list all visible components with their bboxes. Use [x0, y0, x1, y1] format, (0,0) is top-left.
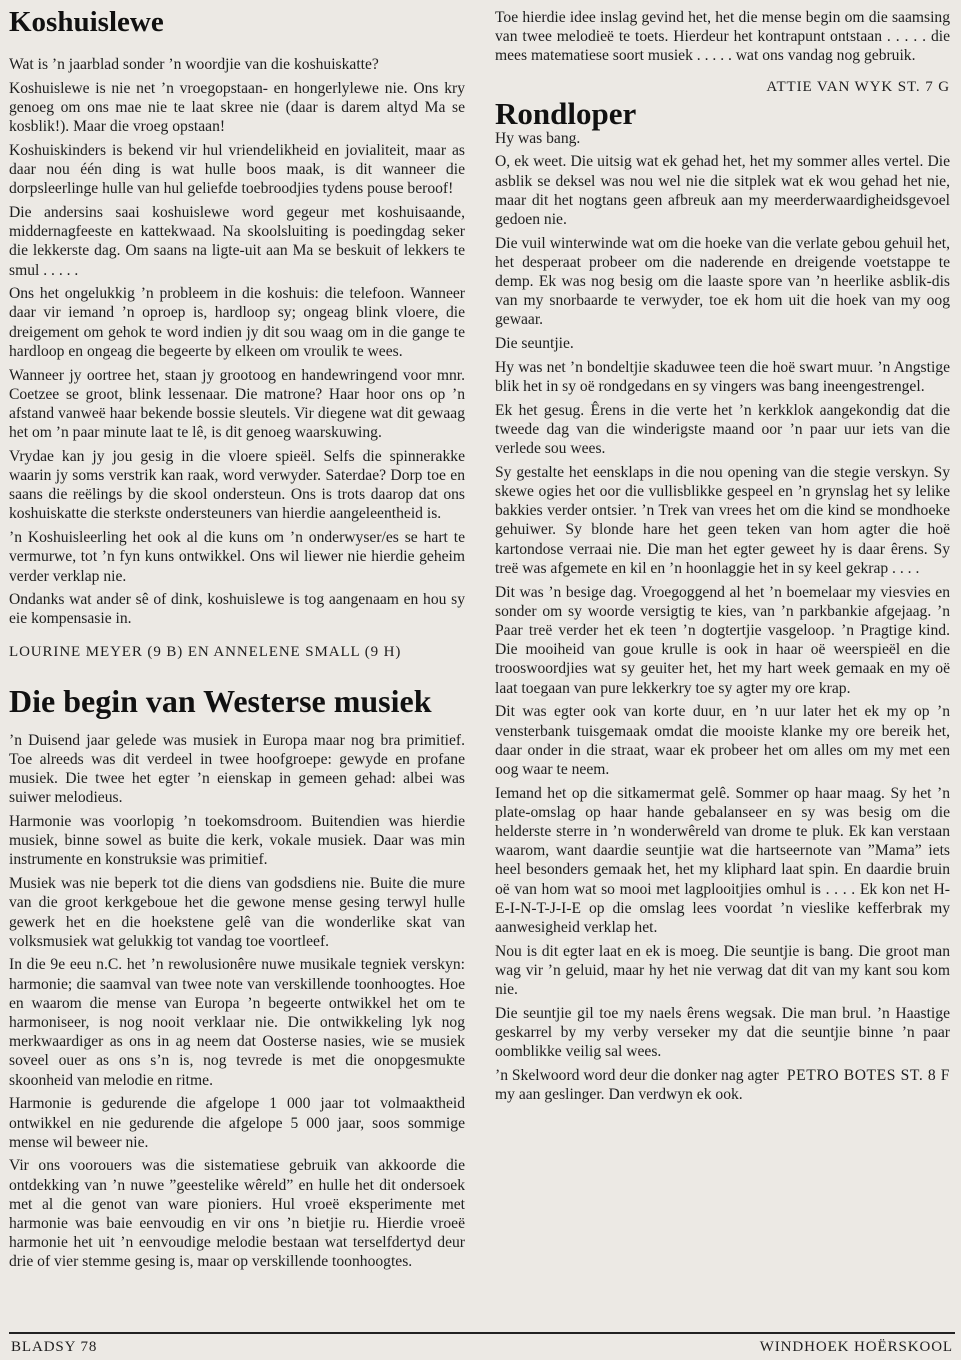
paragraph: Ondanks wat ander sê of dink, koshuislewe is tog aangenaam en hou sy eie kompensasie in.: [9, 591, 465, 628]
paragraph: Iemand het op die sitkamermat gelê. Sommer op haar maag. Sy het ’n plate-omslag op haar hande gebalanseer en sy was besig om die helderste sterre in ’n wonderwêreld van drome te pluk. Ek kan verstaan waarom, want daardie seuntjie wat die hartseernote van ”Mama” iets heel besonders gemaak het, het my kliphard laat spin. En daardie bruin oë van hom wat so mooi met lagplooitjies omhul is . . . . Ek kon net H-E-I-N-T-J-I-E op die omslag lees voordat ’n vieslike kefferbrak my aanwesigheid verklap het.: [495, 784, 950, 937]
article-koshuislewe: [9, 8, 465, 661]
paragraph-continued: Vir ons voorouers was die sistematiese gebruik van akkoorde die ontdekking van ’n nuwe ”geestelike wêreld” en hulle het dit ondersoek met al die genot van ware pioniers. Hul vroeë eksperimente met harmonie was baie eenvoudig en vir ons ’n bietjie ru. Hierdie vroeë harmonie het uit ’n eenvoudige melodie bestaan wat terselfdertyd deur drie of vier stemme gesing is, maar op verskillende toonhoogtes.: [9, 1157, 465, 1271]
footer-divider: [9, 1332, 955, 1334]
article-westerse-musiek-continued: [495, 8, 950, 96]
paragraph: Harmonie is gedurende die afgelope 1 000 jaar tot volmaaktheid ontwikkel en nie gedurende die afgelope 5 000 jaar, soos sommige mense wil beweer nie.: [9, 1095, 465, 1151]
paragraph: In die 9e eeu n.C. het ’n rewolusionêre nuwe musikale tegniek verskyn: harmonie; die saamval van twee note van verskillende toonhoogtes. Hoe en waarom die mense van Europa ’n begeerte ontwikkel het om te harmoniseer, is nog nooit verklaar nie. Die ontwikkeling lyk nog merkwaardiger as ons in ag neem dat Oosterse nasies, wie se musiek soveel ouer as ons s’n is, nog tevrede is met die onopgesmukte skoonheid van melodie en ritme.: [9, 956, 465, 1089]
paragraph: O, ek weet. Die uitsig wat ek gehad het, het my sommer alles vertel. Die asblik se deksel was nou wel nie die sitplek wat ek wou gehad het nie, maar dit het nogtans geen afbreuk aan my meerderwaardigheidsgevoel gedoen nie.: [495, 153, 950, 228]
paragraph: ’n Koshuisleerling het ook al die kuns om ’n onderwyser/es se hart te vermurwe, tot ’n fyn kuns ontwikkel. Ons wil liewer nie hierdie geheim verder verklap nie.: [9, 529, 465, 585]
paragraph: Die andersins saai koshuislewe word gegeur met koshuisaande, middernagfeeste en kattekwaad. Na skoolsluiting is poedingdag seker die lekkerste dag. Om saans na ligte-uit aan Ma se beskuit of lekkers te smul . . . . .: [9, 203, 465, 279]
article-title: Koshuislewe: [9, 6, 164, 38]
paragraph: Hy was net ’n bondeltjie skaduwee teen die hoë swart muur. ’n Angstige blik het in sy oë rondgedans en sy vingers was bang ineengestrengel.: [495, 358, 950, 396]
paragraph: Die seuntjie.: [495, 335, 574, 353]
paragraph: Musiek was nie beperk tot die diens van godsdiens nie. Buite die mure van die groot kerkgeboue het die gewone mense gesing terwyl hulle gewerk het en die hoekstene gelê van die wonderlike skat van volksmusiek wat gelukkig tot vandag toe voortleef.: [9, 875, 465, 950]
author-byline: ATTIE VAN WYK ST. 7 G: [766, 78, 950, 95]
paragraph: ’n Duisend jaar gelede was musiek in Europa maar nog bra primitief. Toe alreeds was dit verdeel in twee hoofgroepe: gewyde en profane musiek. Die twee het egter ’n eienskap in gemeen gehad: albei was suiwer melodieus.: [9, 731, 465, 807]
article-title: Die begin van Westerse musiek: [9, 682, 432, 719]
paragraph: Ons het ongelukkig ’n probleem in die koshuis: die telefoon. Wanneer daar vir iemand ’n oproep is, hardloop sy; ongeag blink vloere, die dreigement om gehok te word indien jy dit sou waag om in die gange te hardloop en ongeag die begeerte by elkeen om vroulik te wees.: [9, 285, 465, 360]
paragraph: Dit was egter ook van korte duur, en ’n uur later het ek my op ’n vensterbank tuisgemaak omdat die mooiste klanke my ore bereik het, daar onder in die straat, waar ek probeer het om alles om my met een oog waar te neem.: [495, 703, 950, 778]
article-rondloper: [495, 95, 950, 1105]
paragraph: Hy was bang.: [495, 129, 581, 147]
paragraph: Dit was ’n besige dag. Vroegoggend al het ’n boemelaar my viesvies en sonder om sy woorde versigtig te kies, van ’n parkbankie afgejaag. ’n Paar treë verder het ek teen ’n dogtertjie vasgeloop. ’n Pragtige kind. Die mooiheid van goue krulle is ook in haar oë weerspieël en die trooswoordjies wat sy geuiter het, het my hart week gemaak en my oë laat toegaan van pure lekkerkry toe sy agter my ore krap.: [495, 583, 950, 697]
paragraph: Vrydae kan jy jou gesig in die vloere spieël. Selfs die spinnerakke waarin jy soms verstrik kan raak, word verwyder. Saterdae? Dorp toe en saans die reëlings by die skool ondersteun. Ons is trots daarop dat ons koshuiskatte die sterkste ondersteuners van hierdie aangeleentheid is.: [9, 447, 465, 523]
paragraph: Koshuislewe is nie net ’n vroegopstaan- en hongerlylewe nie. Ons kry genoeg om ons mae nie te laat skree nie (daar is darem altyd Ma se kosblik!). Maar die vroeg opstaan!: [9, 79, 465, 136]
paragraph: Harmonie was voorlopig ’n toekomsdroom. Buitendien was hierdie musiek, binne sowel as buite die kerk, vokale musiek. Daar was min instrumente en konstruksie was primitief.: [9, 813, 465, 869]
paragraph: Wat is ’n jaarblad sonder ’n woordjie van die koshuiskatte?: [9, 56, 379, 73]
final-paragraph: [495, 1066, 950, 1104]
paragraph: Sy gestalte het eensklaps in die nou opening van die stegie verskyn. Sy skewe ogies het oor die vullisblikke gespeel en ’n grynslag het sy lelike bakkies verder ontsier. ’n Trek van vrees het om die kind se mondhoeke gehuiwer. Sy blonde hare het geen teken van hom agter die hoë kartondose verraai nie. Die man het egter geweet hy is daar êrens. Sy treë was afgemete en kil en ’n hoonlaggie het in sy keel gekrap . . . .: [495, 463, 950, 577]
paragraph: Ek het gesug. Êrens in die verte het ’n kerkklok aangekondig dat die tweede dag van die winderigste maand oor ’n paar uur iets van die verlede sou wees.: [495, 401, 950, 458]
paragraph: Nou is dit egter laat en ek is moeg. Die seuntjie is bang. Die groot man wag vir ’n geluid, maar hy het nie verwag dat dit van my kant sou kom nie.: [495, 942, 950, 999]
paragraph: Wanneer jy oortree het, staan jy grootoog en handewringend voor mnr. Coetzee se groot, blink lessenaar. Die matrone? Haar hoor ons op ’n afstand vanweë haar bekende bossie sleutels. Vir diegene wat dit gewaag het om ’n paar minute laat te lê, is dit genoeg waarskuwing.: [9, 366, 465, 442]
paragraph: Toe hierdie idee inslag gevind het, het die mense begin om die saamsing van twee melodieë te toets. Hierdeur het kontrapunt ontstaan . . . . . die mees matematiese soort musiek . . . . . wat ons vandag nog gebruik.: [495, 9, 950, 65]
author-byline: LOURINE MEYER (9 B) EN ANNELENE SMALL (9 H): [9, 643, 402, 660]
page-number: BLADSY 78: [11, 1339, 98, 1355]
left-column: [9, 8, 465, 1276]
right-column: [495, 8, 950, 1109]
article-westerse-musiek: [9, 682, 465, 1272]
paragraph: Die vuil winterwinde wat om die hoeke van die verlate gebou gehuil het, het desperaat probeer om die naderende en dreigende voetstappe te demp. Ek was nog besig om die laaste spore van ’n heerlike asblik-dis van my snorbaarde te verwyder, toe ek hom uit die hoek van my oog gewaar.: [495, 234, 950, 329]
paragraph: Koshuiskinders is bekend vir hul vriendelikheid en jovialiteit, maar as daar nou één ding is wat hulle boos maak, is dit wanneer die dorpsleerlinge hulle van hul geliefde toebroodjies tydens pouse beroof!: [9, 141, 465, 198]
article-title: Rondloper: [495, 95, 637, 131]
school-name: WINDHOEK HOËRSKOOL: [759, 1339, 953, 1355]
author-byline: PETRO BOTES ST. 8 F: [786, 1066, 950, 1084]
paragraph-text: ’n Skelwoord word deur die donker nag agter my aan geslinger. Dan verdwyn ek ook.: [495, 1066, 779, 1104]
paragraph: Die seuntjie gil toe my naels êrens wegsak. Die man brul. ’n Haastige geskarrel by my verby verseker my dat die seuntjie binne ’n paar oomblikke veilig sal wees.: [495, 1004, 950, 1061]
